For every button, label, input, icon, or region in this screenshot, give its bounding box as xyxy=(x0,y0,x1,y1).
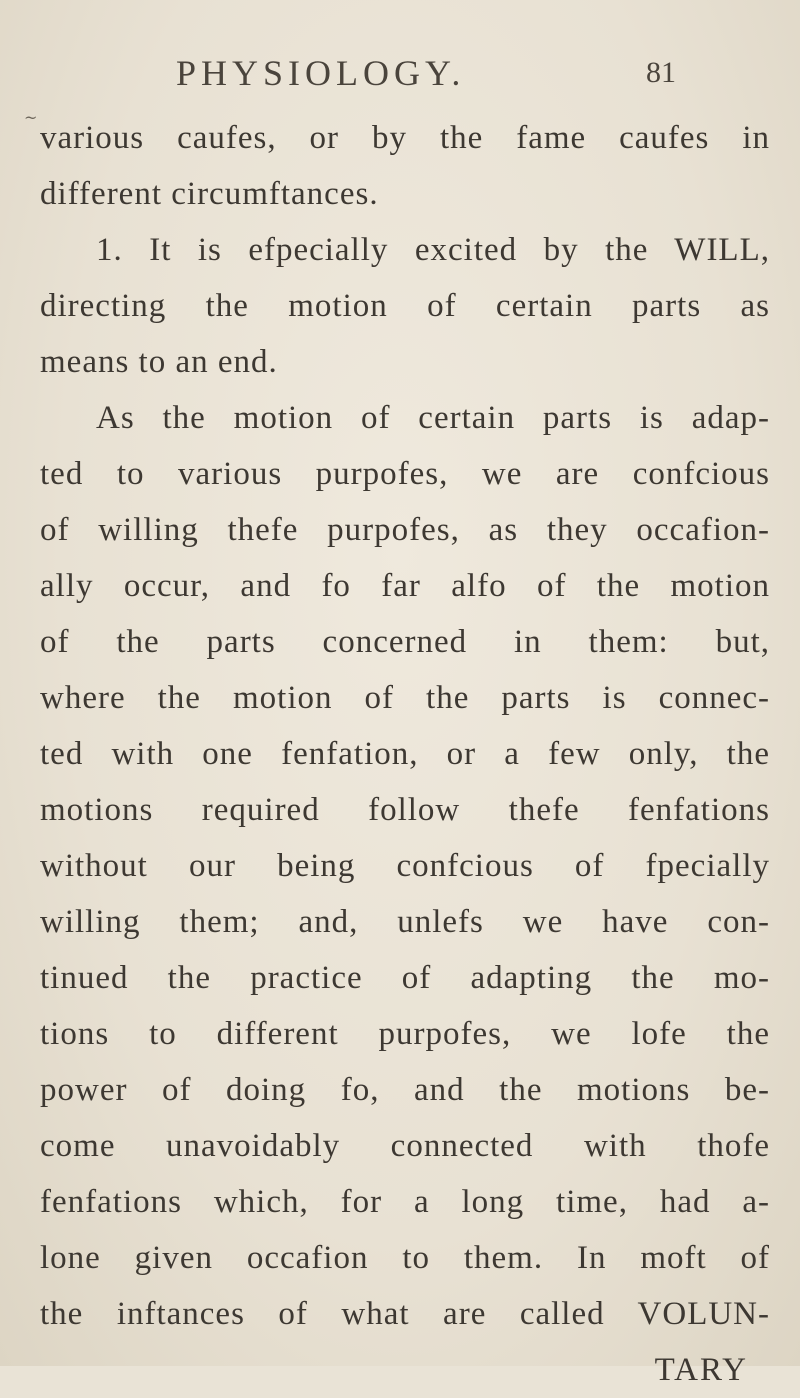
text-line: directing the motion of certain parts as xyxy=(40,288,770,324)
text-line: without our being confcious of fpecially xyxy=(40,848,770,884)
text-line: different circumftances. xyxy=(40,176,379,212)
text-line: willing them; and, unlefs we have con- xyxy=(40,904,770,940)
text-line: ted to various purpofes, we are confcious xyxy=(40,456,770,492)
text-line: where the motion of the parts is connec- xyxy=(40,680,770,716)
text-line: lone given occafion to them. In moft of xyxy=(40,1240,770,1276)
page-header xyxy=(0,52,800,96)
text-line: fenfations which, for a long time, had a- xyxy=(40,1184,770,1220)
text-line: ted with one fenfation, or a few only, the xyxy=(40,736,770,772)
text-line: the inftances of what are called VOLUN- xyxy=(40,1296,770,1332)
catchword: TARY xyxy=(654,1352,748,1388)
text-line: of willing thefe purpofes, as they occafion- xyxy=(40,512,770,548)
text-line: As the motion of certain parts is adap- xyxy=(96,400,770,436)
margin-mark: ~ xyxy=(24,108,38,127)
text-line: motions required follow thefe fenfations xyxy=(40,792,770,828)
text-line: tinued the practice of adapting the mo- xyxy=(40,960,770,996)
text-line: ally occur, and fo far alfo of the motion xyxy=(40,568,770,604)
text-line: of the parts concerned in them: but, xyxy=(40,624,770,660)
text-line: tions to different purpofes, we lofe the xyxy=(40,1016,770,1052)
text-line: 1. It is efpecially excited by the WILL, xyxy=(96,232,770,268)
text-line: means to an end. xyxy=(40,344,278,380)
text-line: power of doing fo, and the motions be- xyxy=(40,1072,770,1108)
text-line: come unavoidably connected with thofe xyxy=(40,1128,770,1164)
page-number: 81 xyxy=(646,56,676,89)
running-head: PHYSIOLOGY. xyxy=(176,53,466,93)
text-line: various caufes, or by the fame caufes in xyxy=(40,120,770,156)
body-text xyxy=(40,110,770,1398)
